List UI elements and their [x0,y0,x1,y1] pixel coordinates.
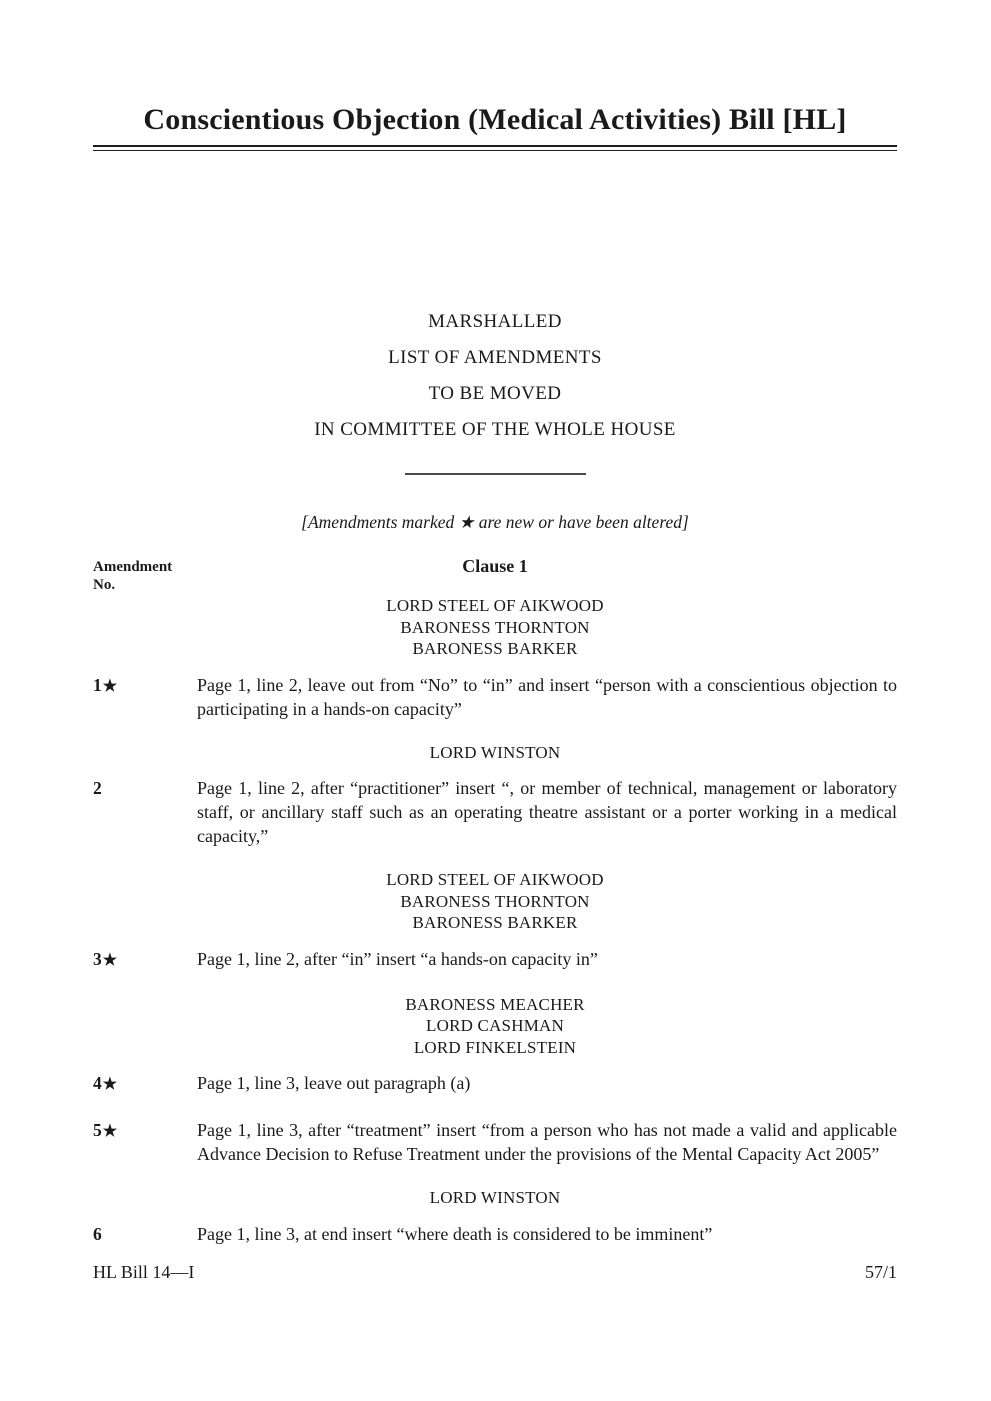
amendment-row [93,673,897,721]
amendment-row [93,1118,897,1166]
amendment-text: Page 1, line 2, after “practitioner” insert “, or member of technical, management or laboratory staff, or ancillary staff such as an operating theatre assistant or a porter working in a medical capacity,” [197,778,897,846]
sponsor-name: LORD STEEL OF AIKWOOD [386,596,604,615]
sponsor-name: LORD FINKELSTEIN [413,1037,577,1057]
amendment-text: Page 1, line 3, at end insert “where death is considered to be imminent” [197,1223,713,1244]
amendment-row [93,1071,897,1097]
amendment-number-value: 1 [93,674,102,695]
amendment-number [93,1118,197,1166]
sponsor-group [93,994,897,1059]
amendment-number [93,1071,197,1097]
amendment-label-line1: Amendment [93,559,173,575]
sponsor-name: BARONESS BARKER [412,639,578,658]
amendment-number [93,947,197,973]
amendment-number-value: 3 [93,948,102,969]
new-amendment-star-icon: ★ [102,677,118,695]
amendment-number-value: 4 [93,1073,102,1093]
sponsor-group [93,1187,897,1209]
amendment-number [93,776,197,848]
amendment-text: Page 1, line 2, leave out from “No” to “in” and insert “person with a conscientious objection to participating in a hands-on capacity” [197,674,897,719]
amendment-no-column-label [93,558,172,594]
amendment-text: Page 1, line 3, after “treatment” insert “from a person who has not made a valid and applicable Advance Decision to Refuse Treatment under the provisions of the Mental Capacity Act 2005” [197,1120,897,1164]
section-divider [405,473,586,475]
sponsor-group [93,869,897,934]
sponsor-name: BARONESS THORNTON [400,617,590,637]
new-amendment-star-icon: ★ [102,951,118,969]
sponsor-name: LORD WINSTON [429,742,561,762]
amendment-number-value: 2 [93,778,102,798]
amendment-number-value: 6 [93,1223,102,1244]
sponsor-name: LORD STEEL OF AIKWOOD [386,870,604,889]
amendment-row [93,947,897,973]
new-amendment-star-icon: ★ [102,1076,118,1093]
footer-bill-reference: HL Bill 14—I [93,1262,195,1282]
amendment-number-value: 5 [93,1120,102,1140]
amendment-row [93,776,897,848]
clause-heading: Clause 1 [462,556,528,576]
sponsor-name: BARONESS MEACHER [405,994,585,1014]
sponsor-name: LORD CASHMAN [426,1016,564,1035]
amendment-text: Page 1, line 3, leave out paragraph (a) [197,1073,471,1093]
page-title: Conscientious Objection (Medical Activities) Bill [HL] [143,103,847,136]
amendment-number [93,1222,197,1248]
new-amendment-star-icon: ★ [102,1123,118,1140]
heading-to-be-moved: TO BE MOVED [428,383,562,404]
amendments-list [93,556,897,1269]
amendment-row [93,1222,897,1248]
amendment-text: Page 1, line 2, after “in” insert “a hands-on capacity in” [197,948,598,969]
heading-in-committee: IN COMMITTEE OF THE WHOLE HOUSE [314,419,676,440]
title-double-rule [93,145,897,151]
sponsor-name: BARONESS THORNTON [400,891,590,911]
star-notice: [Amendments marked ★ are new or have been altered] [301,512,689,532]
amendment-number [93,673,197,721]
sponsor-name: LORD WINSTON [429,1188,561,1207]
page-footer [93,1262,897,1283]
footer-page-reference: 57/1 [864,1262,897,1282]
heading-list-of-amendments: LIST OF AMENDMENTS [388,347,602,368]
heading-marshalled: MARSHALLED [428,311,562,332]
sponsor-group [93,595,897,660]
sponsor-group [93,742,897,764]
sponsor-name: BARONESS BARKER [412,913,578,932]
amendment-label-line2: No. [93,577,116,593]
list-header [93,556,897,593]
